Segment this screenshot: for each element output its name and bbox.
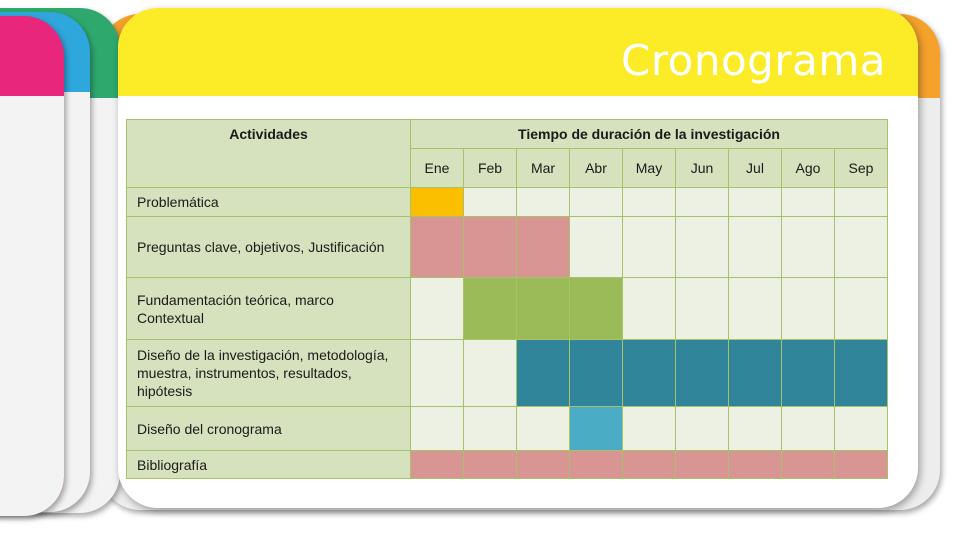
schedule-cell-empty	[464, 188, 517, 217]
table-row	[127, 188, 888, 217]
schedule-cell-teal	[835, 340, 888, 407]
schedule-cell-pink	[729, 451, 782, 479]
schedule-cell-empty	[835, 217, 888, 278]
schedule-cell-empty	[623, 188, 676, 217]
schedule-cell-empty	[570, 188, 623, 217]
schedule-cell-empty	[464, 340, 517, 407]
activity-label: Diseño de la investigación, metodología, muestra, instrumentos, resultados, hipótesis	[127, 340, 411, 407]
schedule-cell-green	[517, 278, 570, 340]
month-header: May	[623, 149, 676, 188]
activity-label: Bibliografía	[127, 451, 411, 479]
schedule-cell-pink	[411, 451, 464, 479]
schedule-cell-pink	[623, 451, 676, 479]
schedule-cell-empty	[623, 407, 676, 451]
schedule-cell-empty	[411, 278, 464, 340]
header-activities: Actividades	[127, 120, 411, 188]
month-header: Sep	[835, 149, 888, 188]
schedule-cell-empty	[835, 278, 888, 340]
month-header: Jun	[676, 149, 729, 188]
schedule-cell-empty	[464, 407, 517, 451]
schedule-cell-pink	[517, 451, 570, 479]
schedule-cell-pink	[517, 217, 570, 278]
schedule-cell-empty	[623, 217, 676, 278]
schedule-cell-empty	[570, 217, 623, 278]
schedule-cell-pink	[570, 451, 623, 479]
schedule-cell-empty	[729, 188, 782, 217]
schedule-cell-teal	[570, 340, 623, 407]
slide-title: Cronograma	[621, 36, 886, 85]
schedule-cell-empty	[835, 407, 888, 451]
table-row	[127, 407, 888, 451]
schedule-cell-empty	[729, 407, 782, 451]
schedule-cell-pink	[464, 217, 517, 278]
schedule-cell-empty	[676, 217, 729, 278]
schedule-cell-pink	[411, 217, 464, 278]
schedule-cell-teal	[517, 340, 570, 407]
schedule-cell-empty	[517, 188, 570, 217]
header-time: Tiempo de duración de la investigación	[411, 120, 888, 149]
schedule-cell-green	[570, 278, 623, 340]
activity-label: Fundamentación teórica, marco Contextual	[127, 278, 411, 340]
schedule-cell-teal	[729, 340, 782, 407]
month-header: Ago	[782, 149, 835, 188]
schedule-cell-pink	[782, 451, 835, 479]
table-header-row	[127, 120, 888, 149]
schedule-cell-empty	[623, 278, 676, 340]
schedule-cell-empty	[782, 217, 835, 278]
schedule-cell-empty	[411, 340, 464, 407]
schedule-cell-empty	[676, 407, 729, 451]
header-band	[118, 8, 918, 96]
table-row	[127, 278, 888, 340]
schedule-cell-empty	[782, 407, 835, 451]
schedule-cell-teal	[676, 340, 729, 407]
schedule-cell-empty	[835, 188, 888, 217]
month-header: Jul	[729, 149, 782, 188]
schedule-cell-teal	[623, 340, 676, 407]
table-row	[127, 217, 888, 278]
schedule-cell-pink	[676, 451, 729, 479]
schedule-cell-empty	[676, 278, 729, 340]
schedule-cell-sky	[570, 407, 623, 451]
schedule-cell-empty	[782, 278, 835, 340]
schedule-cell-empty	[729, 278, 782, 340]
schedule-cell-orange	[411, 188, 464, 217]
activity-label: Diseño del cronograma	[127, 407, 411, 451]
schedule-cell-empty	[676, 188, 729, 217]
month-header: Feb	[464, 149, 517, 188]
activity-label: Problemática	[127, 188, 411, 217]
schedule-cell-pink	[835, 451, 888, 479]
table-body	[127, 188, 888, 479]
schedule-cell-empty	[517, 407, 570, 451]
month-header: Abr	[570, 149, 623, 188]
folder-tab-pink	[0, 16, 64, 516]
schedule-cell-empty	[411, 407, 464, 451]
table-row	[127, 340, 888, 407]
table-row	[127, 451, 888, 479]
schedule-cell-empty	[729, 217, 782, 278]
schedule-table	[126, 119, 888, 479]
schedule-cell-green	[464, 278, 517, 340]
schedule-cell-pink	[464, 451, 517, 479]
month-header: Mar	[517, 149, 570, 188]
schedule-cell-teal	[782, 340, 835, 407]
schedule-cell-empty	[782, 188, 835, 217]
activity-label: Preguntas clave, objetivos, Justificación	[127, 217, 411, 278]
month-header: Ene	[411, 149, 464, 188]
